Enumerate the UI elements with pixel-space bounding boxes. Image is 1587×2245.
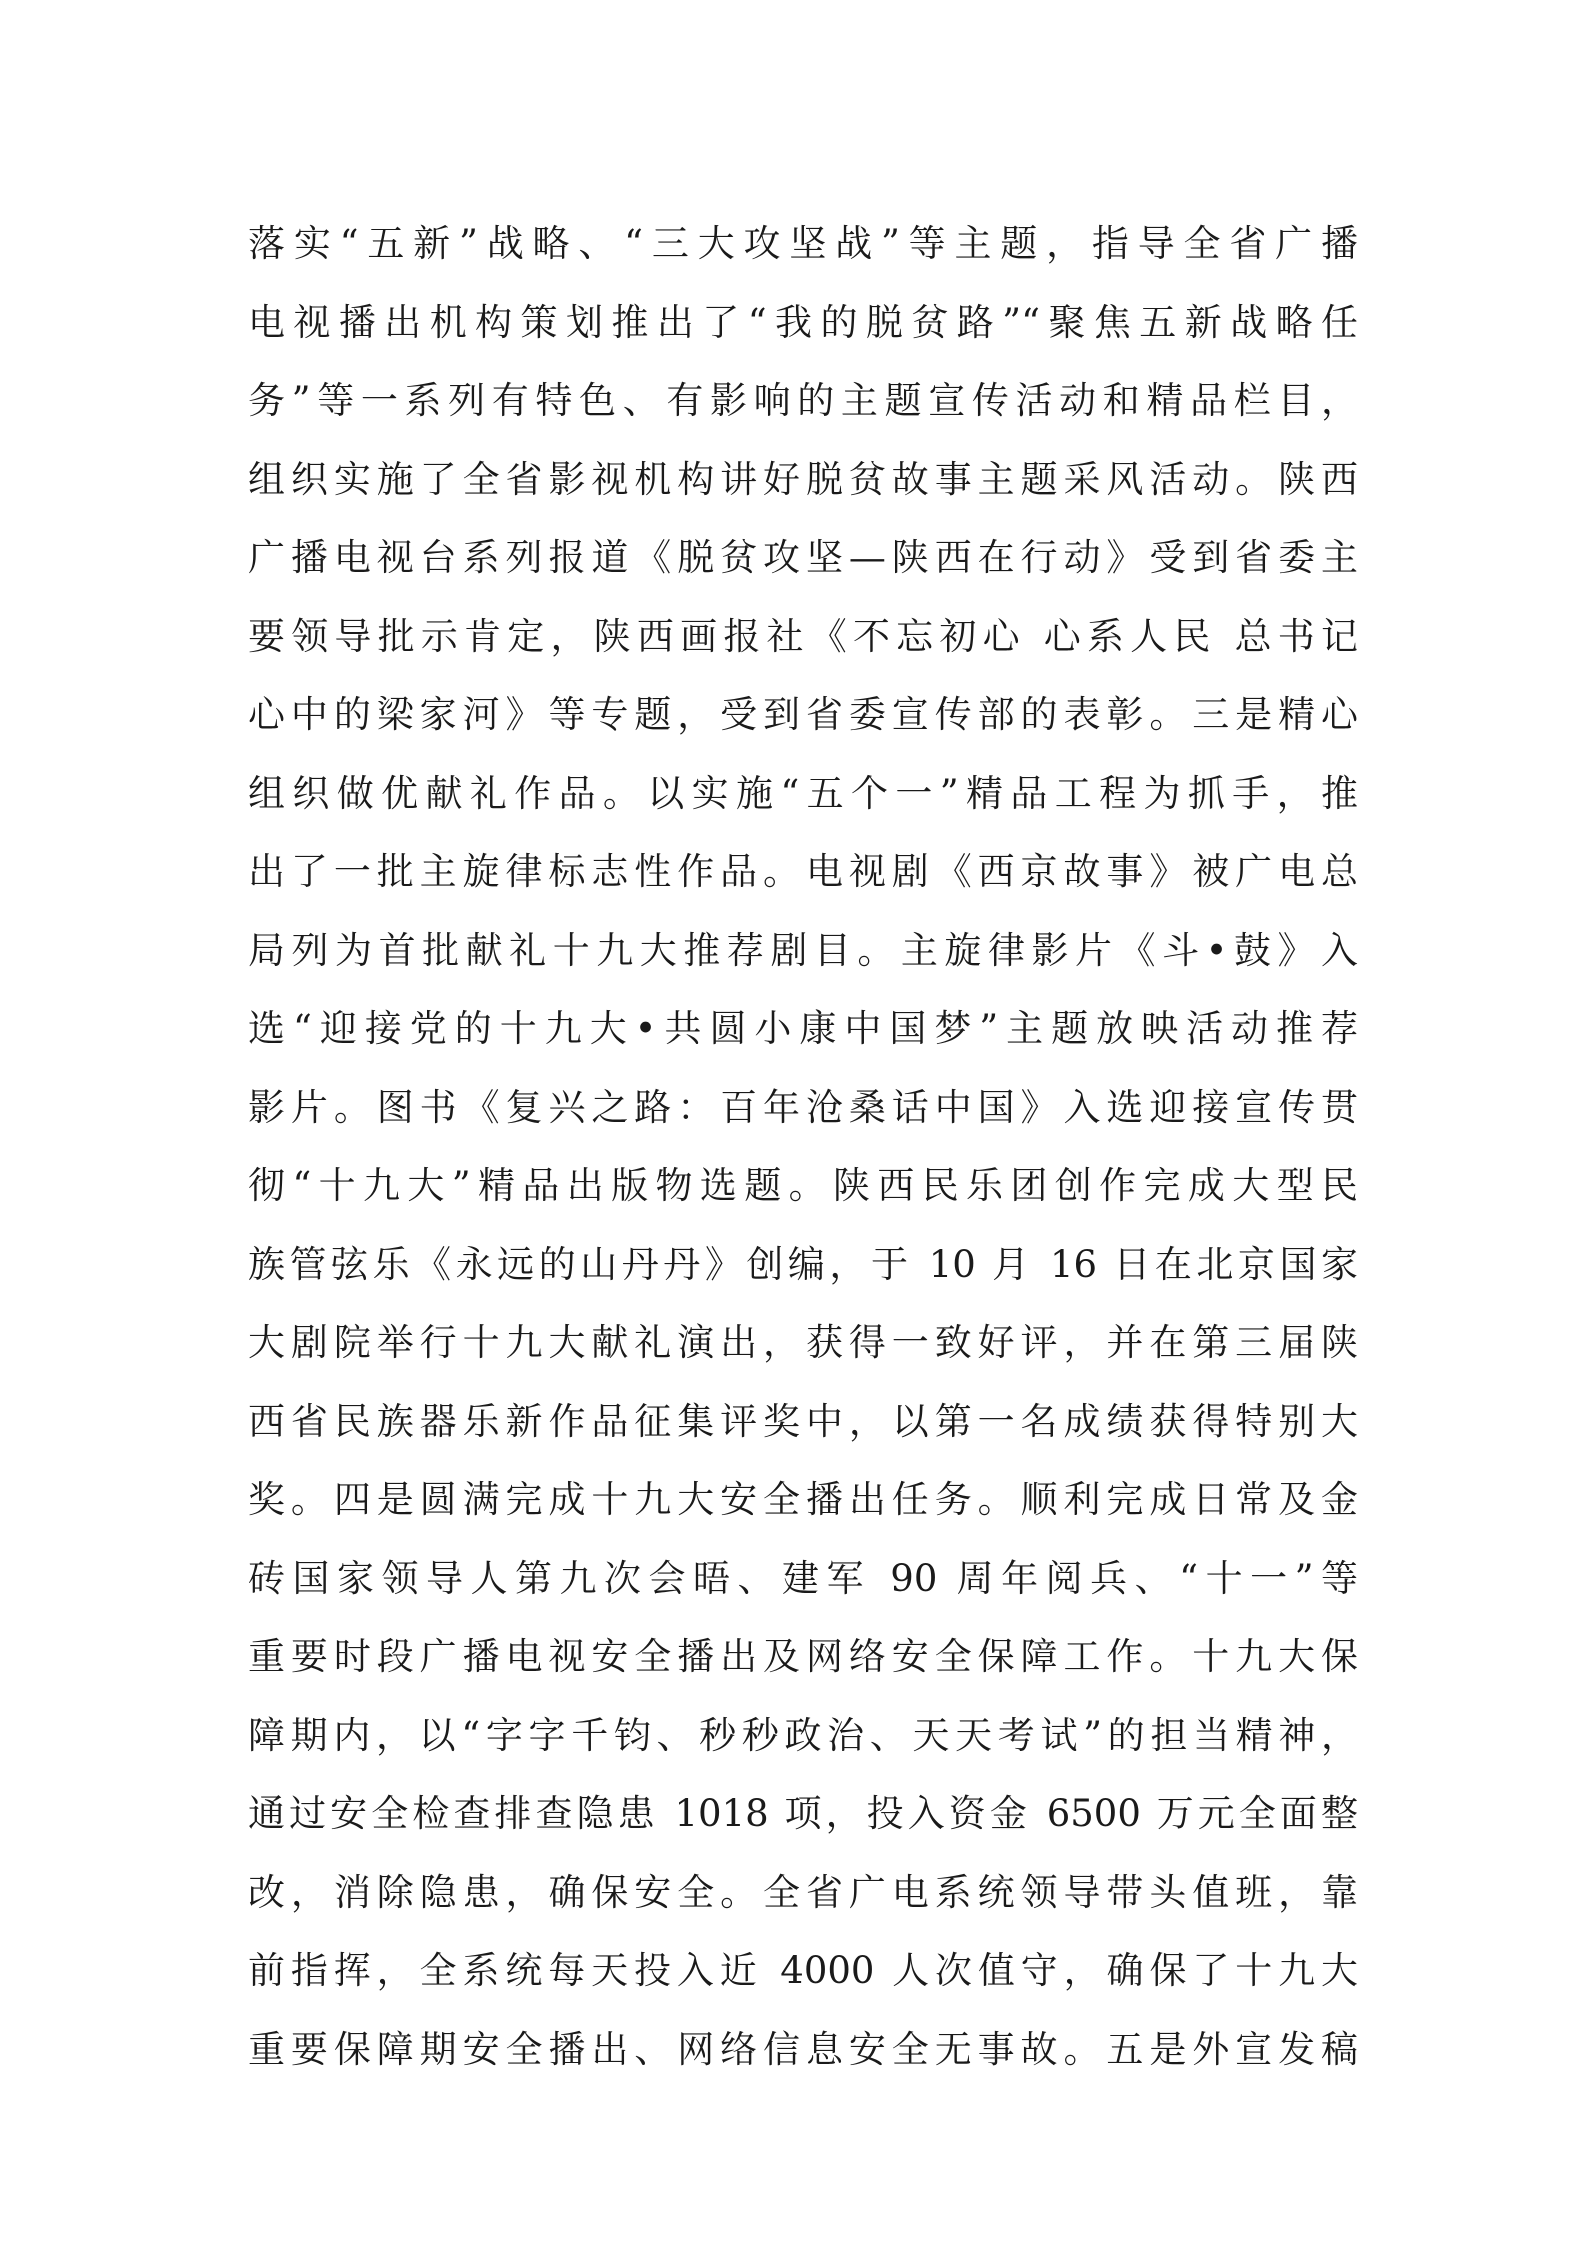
text-line: 选“迎接党的十九大•共圆小康中国梦”主题放映活动推荐 <box>248 1007 1358 1050</box>
text-line: 西省民族器乐新作品征集评奖中，以第一名成绩获得特别大 <box>248 1399 1358 1443</box>
text-line: 砖国家领导人第九次会晤、建军 90 周年阅兵、“十一”等 <box>248 1556 1358 1600</box>
text-line: 重要保障期安全播出、网络信息安全无事故。五是外宣发稿 <box>248 2027 1358 2071</box>
text-line: 组织做优献礼作品。以实施“五个一”精品工程为抓手，推 <box>248 771 1358 815</box>
text-line: 彻“十九大”精品出版物选题。陕西民乐团创作完成大型民 <box>248 1164 1358 1207</box>
text-line: 重要时段广播电视安全播出及网络安全保障工作。十九大保 <box>248 1635 1358 1678</box>
text-line: 出了一批主旋律标志性作品。电视剧《西京故事》被广电总 <box>248 850 1358 893</box>
text-line: 局列为首批献礼十九大推荐剧目。主旋律影片《斗•鼓》入 <box>248 928 1358 972</box>
text-line: 改，消除隐患，确保安全。全省广电系统领导带头值班，靠 <box>248 1870 1358 1914</box>
body-text <box>248 205 1358 2089</box>
text-line: 大剧院举行十九大献礼演出，获得一致好评，并在第三届陕 <box>248 1321 1358 1364</box>
text-line: 电视播出机构策划推出了“我的脱贫路”“聚焦五新战略任 <box>248 300 1358 344</box>
text-line: 广播电视台系列报道《脱贫攻坚—陕西在行动》受到省委主 <box>248 536 1358 579</box>
text-line: 障期内，以“字字千钧、秒秒政治、天天考试”的担当精神， <box>248 1713 1358 1757</box>
text-line: 要领导批示肯定，陕西画报社《不忘初心 心系人民 总书记 <box>248 614 1358 658</box>
text-line: 务”等一系列有特色、有影响的主题宣传活动和精品栏目， <box>248 379 1358 422</box>
text-line: 落实“五新”战略、“三大攻坚战”等主题，指导全省广播 <box>248 222 1358 265</box>
text-line: 影片。图书《复兴之路：百年沧桑话中国》入选迎接宣传贯 <box>248 1085 1358 1129</box>
text-line: 通过安全检查排查隐患 1018 项，投入资金 6500 万元全面整 <box>248 1792 1358 1835</box>
text-line: 组织实施了全省影视机构讲好脱贫故事主题采风活动。陕西 <box>248 457 1358 501</box>
text-line: 心中的梁家河》等专题，受到省委宣传部的表彰。三是精心 <box>248 693 1358 736</box>
text-line: 奖。四是圆满完成十九大安全播出任务。顺利完成日常及金 <box>248 1478 1358 1521</box>
text-line: 族管弦乐《永远的山丹丹》创编，于 10 月 16 日在北京国家 <box>248 1242 1358 1286</box>
text-line: 前指挥，全系统每天投入近 4000 人次值守，确保了十九大 <box>248 1949 1358 1992</box>
